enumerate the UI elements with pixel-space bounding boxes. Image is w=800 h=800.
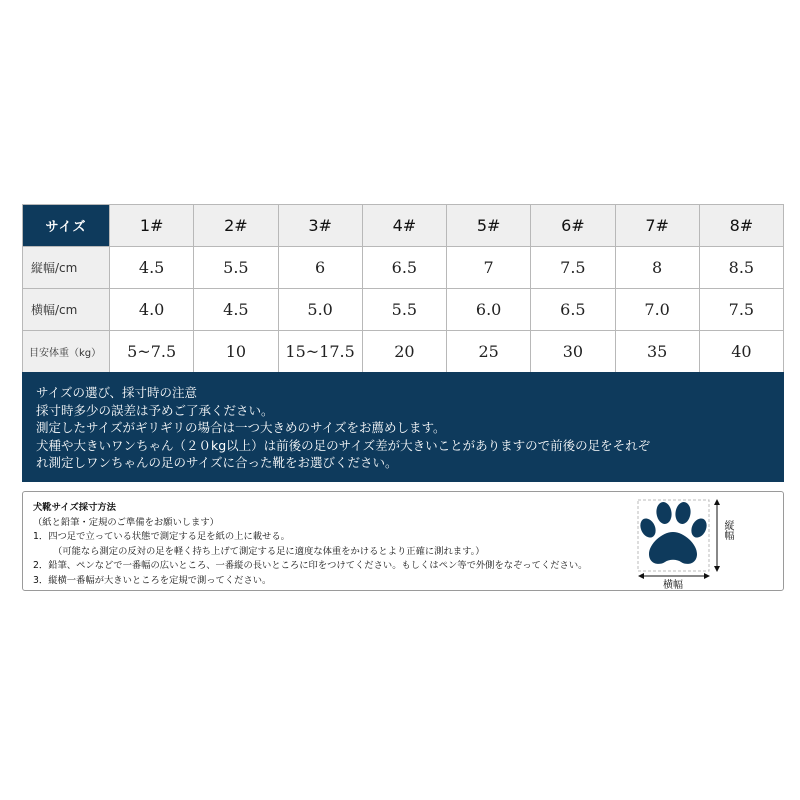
measuring-instructions bbox=[33, 501, 587, 588]
table-cell: 25 bbox=[447, 331, 531, 373]
vertical-width-label bbox=[720, 520, 732, 545]
row-label-weight: 目安体重（kg） bbox=[23, 331, 110, 373]
table-cell: 30 bbox=[531, 331, 615, 373]
notice-line: 犬種や大きいワンちゃん（２０kg以上）は前後の足のサイズ差が大きいことがありますので前後の足をそれぞ bbox=[36, 437, 651, 453]
row-label-length: 縦幅/cm bbox=[23, 247, 110, 289]
notice-line: 採寸時多少の誤差は予めご了承ください。 bbox=[36, 402, 274, 418]
method-line: 1．四つ足で立っている状態で測定する足を紙の上に載せる。 bbox=[33, 531, 290, 542]
table-cell: 6.5 bbox=[531, 289, 615, 331]
table-cell: 8.5 bbox=[699, 247, 783, 289]
method-line: （可能なら測定の反対の足を軽く持ち上げて測定する足に適度な体重をかけるとより正確に測れます。） bbox=[53, 545, 485, 557]
method-line: 2．鉛筆、ペンなどで一番幅の広いところ、一番縦の長いところに印をつけてください。もしくはペン等で外側をなぞってください。 bbox=[33, 560, 588, 571]
notice-line: サイズの選び、採寸時の注意 bbox=[36, 385, 198, 400]
table-cell: 7.5 bbox=[531, 247, 615, 289]
method-title: 犬靴サイズ採寸方法 bbox=[33, 502, 116, 513]
size-header-cell: 6# bbox=[531, 205, 615, 247]
table-cell: 5~7.5 bbox=[110, 331, 194, 373]
table-cell: 8 bbox=[615, 247, 699, 289]
size-header-cell: 2# bbox=[194, 205, 278, 247]
table-cell: 7.0 bbox=[615, 289, 699, 331]
table-cell: 6.0 bbox=[447, 289, 531, 331]
notice-line: れ測定しワンちゃんの足のサイズに合った靴をお選びください。 bbox=[36, 455, 398, 470]
width-row bbox=[23, 289, 784, 331]
weight-row bbox=[23, 331, 784, 373]
measuring-method-box bbox=[22, 491, 784, 591]
size-header-cell: 1# bbox=[110, 205, 194, 247]
vertical-label-text: 縦幅 bbox=[722, 520, 733, 540]
notice-line: 測定したサイズがギリギリの場合は一つ大きめのサイズをお薦めします。 bbox=[36, 420, 446, 435]
size-header-cell: 5# bbox=[447, 205, 531, 247]
length-row bbox=[23, 247, 784, 289]
table-cell: 35 bbox=[615, 331, 699, 373]
table-cell: 5.5 bbox=[194, 247, 278, 289]
table-cell: 20 bbox=[362, 331, 446, 373]
table-cell: 10 bbox=[194, 331, 278, 373]
size-header-cell: 4# bbox=[362, 205, 446, 247]
size-header-cell: 8# bbox=[699, 205, 783, 247]
table-cell: 15~17.5 bbox=[278, 331, 362, 373]
row-label-width: 横幅/cm bbox=[23, 289, 110, 331]
size-header-cell: 3# bbox=[278, 205, 362, 247]
table-cell: 7.5 bbox=[699, 289, 783, 331]
horizontal-width-label: 横幅 bbox=[663, 580, 683, 591]
table-cell: 4.0 bbox=[110, 289, 194, 331]
table-cell: 7 bbox=[447, 247, 531, 289]
size-header-row bbox=[23, 205, 784, 247]
table-cell: 4.5 bbox=[194, 289, 278, 331]
table-cell: 5.5 bbox=[362, 289, 446, 331]
method-line: （紙と鉛筆・定規のご準備をお願いします） bbox=[33, 516, 219, 528]
size-header-cell: 7# bbox=[615, 205, 699, 247]
method-line: 3．縦横一番幅が大きいところを定規で測ってください。 bbox=[33, 574, 272, 586]
table-cell: 4.5 bbox=[110, 247, 194, 289]
table-cell: 40 bbox=[699, 331, 783, 373]
table-cell: 6.5 bbox=[362, 247, 446, 289]
size-chart-table bbox=[22, 204, 784, 373]
table-cell: 6 bbox=[278, 247, 362, 289]
table-cell: 5.0 bbox=[278, 289, 362, 331]
size-notice-box bbox=[22, 372, 784, 482]
size-header-label: サイズ bbox=[23, 205, 110, 247]
